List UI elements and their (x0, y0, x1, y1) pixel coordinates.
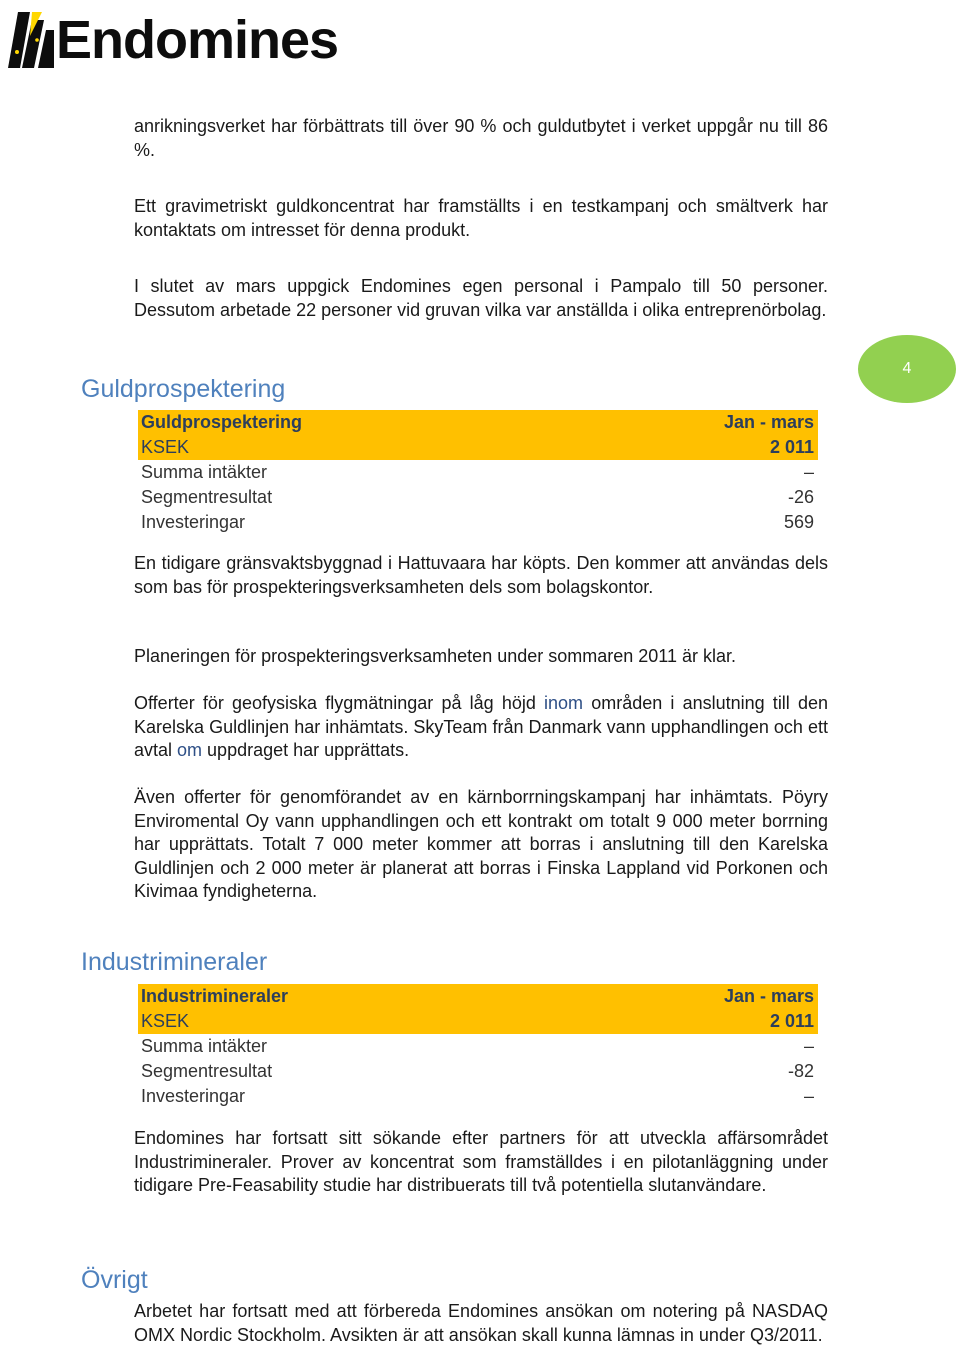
table-year: 2 011 (769, 437, 814, 457)
table-row (138, 460, 818, 485)
table-period: Jan - mars (723, 986, 814, 1006)
body-paragraph (134, 692, 828, 763)
text-span: uppdraget har upprättats. (202, 740, 410, 760)
row-value: -82 (787, 1061, 814, 1081)
row-label: Investeringar (141, 1086, 246, 1106)
table-title: Industrimineraler (141, 986, 289, 1006)
row-label: Investeringar (141, 512, 246, 532)
endomines-logo (8, 8, 338, 68)
text-span: områden i anslutning till den Karelska Guldlinjen har inhämtats. SkyTeam från Danmark vann upphandlingen och ett avtal (134, 693, 829, 760)
table-unit: KSEK (141, 1011, 190, 1031)
highlighted-word: inom (544, 693, 584, 713)
row-label: Segmentresultat (141, 1061, 273, 1081)
row-label: Summa intäkter (141, 462, 268, 482)
intro-paragraph: I slutet av mars uppgick Endomines egen personal i Pampalo till 50 personer. Dessutom arbetade 22 personer vid gruvan vilka var anställda i olika entreprenörbolag. (134, 276, 828, 320)
section-heading-industrimineraler: Industrimineraler (81, 948, 268, 976)
row-value: – (803, 462, 814, 482)
body-paragraph: En tidigare gränsvaktsbyggnad i Hattuvaara har köpts. Den kommer att användas dels som bas för prospekteringsverksamheten dels som bolagskontor. (134, 553, 828, 597)
table-header-row (138, 984, 818, 1009)
segment-table-guldprospektering (138, 410, 818, 535)
table-row (138, 1059, 818, 1084)
text-span: Offerter för geofysiska flygmätningar på låg höjd (134, 693, 545, 713)
body-paragraph: Arbetet har fortsatt med att förbereda Endomines ansökan om notering på NASDAQ OMX Nordic Stockholm. Avsikten är att ansökan skall kunna lämnas in under Q3/2011. (134, 1301, 828, 1345)
row-label: Segmentresultat (141, 487, 273, 507)
intro-paragraph: anrikningsverket har förbättrats till över 90 % och guldutbytet i verket uppgår nu till 86 %. (134, 116, 828, 160)
table-header-row (138, 410, 818, 435)
table-row (138, 1034, 818, 1059)
logo-mark-icon (8, 10, 54, 68)
page-number: 4 (902, 360, 912, 377)
body-paragraph: Endomines har fortsatt sitt sökande efter partners för att utveckla affärsområdet Industrimineraler. Prover av koncentrat som framställdes i en pilotanläggning under tidigare Pre-Feasability studie har distribuerats till två potentiella slutanvändare. (134, 1128, 828, 1195)
section-heading-guldprospektering: Guldprospektering (81, 375, 286, 403)
row-value: – (803, 1086, 814, 1106)
row-value: 569 (783, 512, 814, 532)
table-period: Jan - mars (723, 412, 814, 432)
row-value: -26 (787, 487, 814, 507)
row-label: Summa intäkter (141, 1036, 268, 1056)
segment-table-industrimineraler (138, 984, 818, 1109)
body-paragraph: Planeringen för prospekteringsverksamheten under sommaren 2011 är klar. (134, 646, 736, 666)
table-title: Guldprospektering (141, 412, 303, 432)
table-year: 2 011 (769, 1011, 814, 1031)
page-number-badge (858, 335, 956, 403)
table-row (138, 485, 818, 510)
row-value: – (803, 1036, 814, 1056)
table-unit-row (138, 435, 818, 460)
table-row (138, 1084, 818, 1109)
highlighted-word: om (177, 740, 203, 760)
intro-paragraph: Ett gravimetriskt guldkoncentrat har framställts i en testkampanj och smältverk har kontaktats om intresset för denna produkt. (134, 196, 828, 240)
table-unit-row (138, 1009, 818, 1034)
body-paragraph: Även offerter för genomförandet av en kärnborrningskampanj har inhämtats. Pöyry Enviromental Oy vann upphandlingen och ett kontrakt om totalt 9 000 meter borrning har upprättats. Totalt 7 000 meter kommer att borras i anslutning till den Karelska Guldlinjen och 2 000 meter är planerat att borras i Finska Lappland vid Porkonen och Kivimaa fyndigheterna. (134, 787, 828, 901)
section-heading-ovrigt: Övrigt (81, 1266, 148, 1294)
table-unit: KSEK (141, 437, 190, 457)
logo-text: Endomines (56, 10, 339, 70)
table-row (138, 510, 818, 535)
